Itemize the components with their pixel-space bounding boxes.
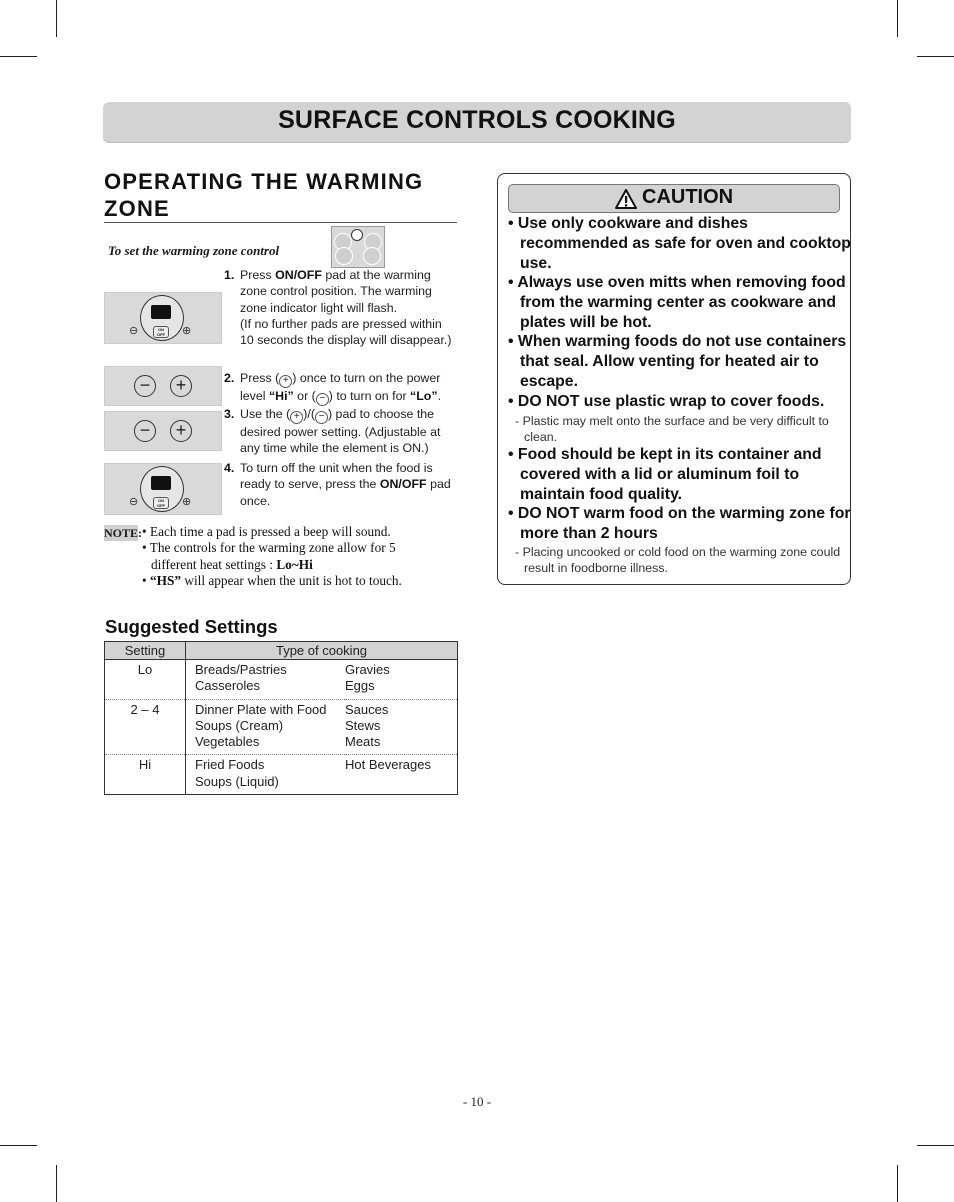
- note-bullet-2: • The controls for the warming zone allow for 5: [142, 540, 396, 555]
- cooktop-zones-icon: [331, 226, 385, 268]
- control-panel-minus-plus-2: [104, 411, 222, 451]
- step-2: 2. Press ( + ) once to turn on the power level “Hi” or ( − ) to turn on for “Lo”.: [224, 371, 442, 404]
- suggested-settings-title: Suggested Settings: [105, 616, 278, 637]
- note-label: NOTE:: [104, 526, 143, 540]
- settings-table: [104, 641, 458, 795]
- caution-item-6-detail: - Placing uncooked or cold food on the warming zone could result in foodborne illness.: [515, 545, 841, 576]
- caution-item-2: • Always use oven mitts when removing food from the warming center as cookware and plates will be hot.: [508, 274, 846, 331]
- plus-pad-icon[interactable]: +: [170, 420, 192, 442]
- section-divider: [104, 222, 457, 223]
- crop-mark: [917, 1145, 954, 1146]
- caution-box: [497, 173, 851, 585]
- note-bullet-3: • “HS” will appear when the unit is hot to touch.: [142, 573, 402, 588]
- minus-small-icon: −: [316, 393, 329, 406]
- minus-pad-icon[interactable]: −: [134, 375, 156, 397]
- caution-item-5: • Food should be kept in its container and covered with a lid or aluminum foil to maintain food quality.: [508, 446, 822, 503]
- display-screen: [151, 305, 171, 319]
- table-row: Lo Breads/Pastries Casseroles Gravies Eggs: [105, 660, 458, 700]
- caution-item-3: • When warming foods do not use containers that seal. Allow venting for heated air to escape.: [508, 333, 847, 390]
- minus-pad-icon[interactable]: −: [134, 420, 156, 442]
- crop-mark: [0, 56, 37, 57]
- intro-text: To set the warming zone control: [108, 243, 280, 258]
- crop-mark: [56, 1165, 57, 1202]
- caution-item-1: • Use only cookware and dishes recommended as safe for oven and cooktop use.: [508, 215, 851, 272]
- section-title-line2: ZONE: [104, 196, 170, 221]
- crop-mark: [56, 0, 57, 37]
- control-panel-onoff-2: [104, 463, 222, 515]
- section-title-line1: OPERATING THE WARMING: [104, 169, 424, 194]
- note-bullet-2-cont: different heat settings : Lo~Hi: [151, 557, 313, 572]
- caution-item-6: • DO NOT warm food on the warming zone for more than 2 hours: [508, 505, 851, 542]
- warning-icon: [615, 189, 637, 209]
- section-title: [104, 168, 457, 222]
- on-off-pad[interactable]: ON OFF: [153, 497, 169, 509]
- step-4: 4. To turn off the unit when the food is ready to serve, press the ON/OFF pad once.: [224, 461, 451, 508]
- step-3: 3. Use the ( + )/( − ) pad to choose the desired power setting. (Adjustable at any time while the element is ON.): [224, 407, 441, 456]
- crop-mark: [0, 1145, 37, 1146]
- table-row: 2 – 4 Dinner Plate with Food Soups (Cream) Vegetables Sauces Stews Meats: [105, 699, 458, 755]
- plus-icon: ⊕: [182, 325, 192, 337]
- page-title: SURFACE CONTROLS COOKING: [278, 106, 676, 134]
- caution-title: CAUTION: [642, 186, 734, 208]
- crop-mark: [897, 1165, 898, 1202]
- control-panel-onoff: [104, 292, 222, 344]
- header-banner: [103, 102, 851, 142]
- step-1: 1. Press ON/OFF pad at the warming zone control position. The warming zone indicator light will flash. (If no further pads are pressed within 10 seconds the display will disappear.): [224, 268, 452, 348]
- page-number: - 10 -: [462, 1094, 492, 1109]
- crop-mark: [897, 0, 898, 37]
- control-panel-minus-plus: [104, 366, 222, 406]
- caution-item-4-detail: - Plastic may melt onto the surface and be very difficult to clean.: [515, 414, 829, 445]
- on-off-pad[interactable]: ON OFF: [153, 326, 169, 338]
- minus-icon: ⊖: [129, 496, 139, 508]
- plus-small-icon: +: [290, 411, 303, 424]
- crop-mark: [917, 56, 954, 57]
- plus-icon: ⊕: [182, 496, 192, 508]
- plus-pad-icon[interactable]: +: [170, 375, 192, 397]
- col-setting-header: Setting: [105, 642, 186, 660]
- note-bullet-1: • Each time a pad is pressed a beep will sound.: [142, 524, 391, 539]
- plus-small-icon: +: [279, 375, 292, 388]
- caution-item-4: • DO NOT use plastic wrap to cover foods.: [508, 393, 825, 410]
- minus-small-icon: −: [315, 411, 328, 424]
- display-screen: [151, 476, 171, 490]
- col-type-header: Type of cooking: [186, 642, 458, 660]
- minus-icon: ⊖: [129, 325, 139, 337]
- caution-header: [508, 184, 840, 213]
- table-row: Hi Fried Foods Soups (Liquid) Hot Beverages: [105, 755, 458, 795]
